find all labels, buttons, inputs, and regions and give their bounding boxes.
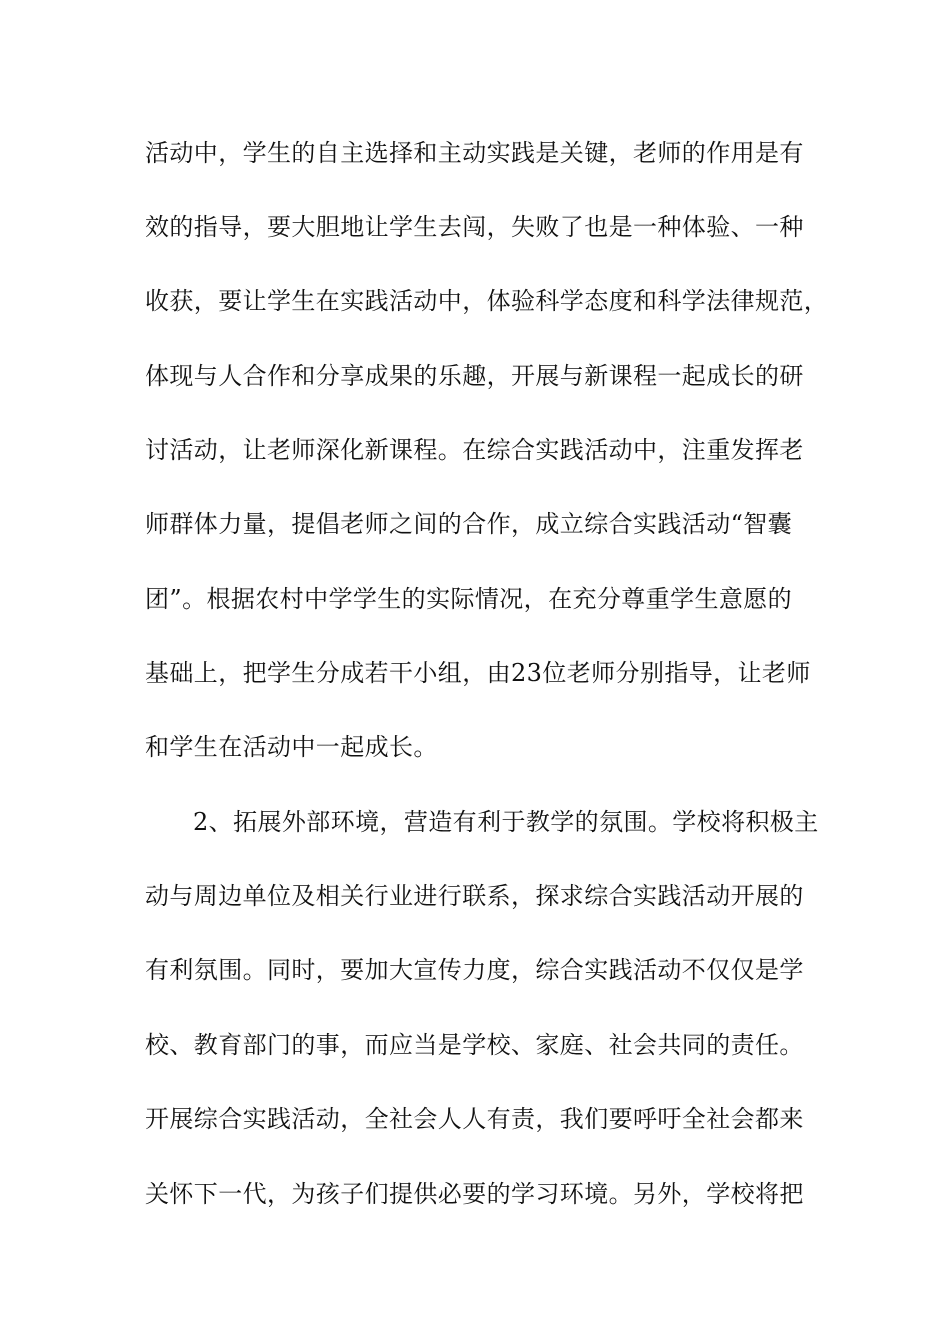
text-line: 团”。根据农村中学学生的实际情况，在充分尊重学生意愿的 [145,585,793,613]
paragraph-first-line: 2、拓展外部环境，营造有利于教学的氛围。学校将积极主 [193,808,819,836]
text-line: 收获，要让学生在实践活动中，体验科学态度和科学法律规范， [145,287,829,315]
text-line: 动与周边单位及相关行业进行联系，探求综合实践活动开展的 [145,882,804,910]
text-line: 关怀下一代，为孩子们提供必要的学习环境。另外，学校将把 [145,1180,804,1208]
text-line: 和学生在活动中一起成长。 [145,733,438,761]
text-line: 效的指导，要大胆地让学生去闯，失败了也是一种体验、一种 [145,213,804,241]
text-line: 基础上，把学生分成若干小组，由23位老师分别指导，让老师 [145,659,811,687]
text-line: 体现与人合作和分享成果的乐趣，开展与新课程一起成长的研 [145,362,804,390]
text-line: 开展综合实践活动，全社会人人有责，我们要呼吁全社会都来 [145,1105,804,1133]
text-line: 有利氛围。同时，要加大宣传力度，综合实践活动不仅仅是学 [145,956,804,984]
text-line: 活动中，学生的自主选择和主动实践是关键，老师的作用是有 [145,139,804,167]
text-line: 师群体力量，提倡老师之间的合作，成立综合实践活动“智囊 [145,510,793,538]
text-line: 讨活动，让老师深化新课程。在综合实践活动中，注重发挥老 [145,436,804,464]
text-line: 校、教育部门的事，而应当是学校、家庭、社会共同的责任。 [145,1031,804,1059]
